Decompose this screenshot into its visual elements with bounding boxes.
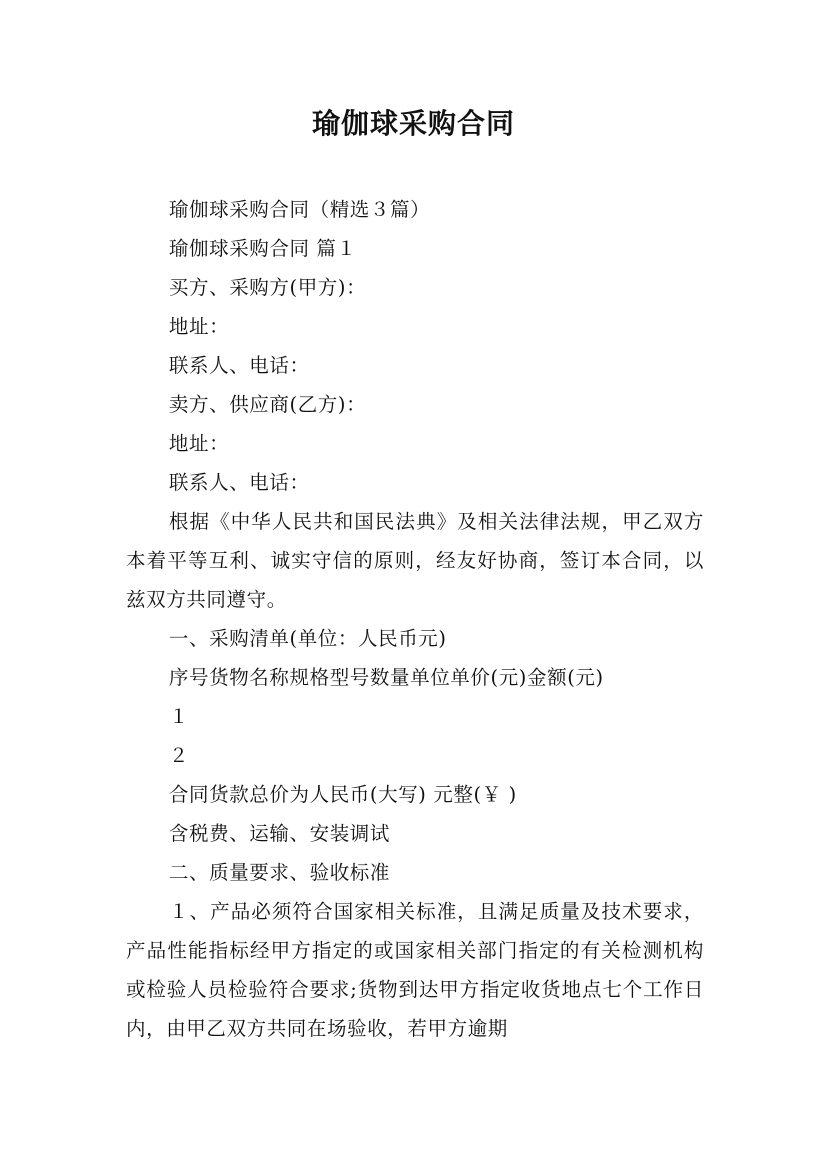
paragraph-row-2: ２ [168, 744, 189, 767]
paragraph-row-1: １ [168, 705, 189, 728]
paragraph-preamble: 根据《中华人民共和国民法典》及相关法律法规，甲乙双方本着平等互利、诚实守信的原则，经友好协商，签订本合同，以兹双方共同遵守。 [126, 510, 704, 611]
paragraph-subtitle: 瑜伽球采购合同（精选３篇） [168, 198, 431, 221]
paragraph-total-price: 合同货款总价为人民币(大写) 元整(￥ ) [168, 783, 517, 806]
paragraph-quality-heading: 二、质量要求、验收标准 [168, 861, 390, 884]
document-title: 瑜伽球采购合同 [311, 107, 515, 140]
paragraph-purchase-list-heading: 一、采购清单(单位：人民币元) [168, 627, 447, 650]
paragraph-table-header: 序号货物名称规格型号数量单位单价(元)金额(元) [168, 666, 604, 689]
paragraph-buyer-contact: 联系人、电话： [168, 354, 310, 377]
paragraph-seller: 卖方、供应商(乙方)： [168, 393, 367, 416]
document-body [126, 190, 704, 1048]
paragraph-buyer-address: 地址： [168, 315, 230, 338]
paragraph-price-includes: 含税费、运输、安装调试 [168, 822, 390, 845]
paragraph-section-heading: 瑜伽球采购合同 篇１ [168, 237, 357, 260]
paragraph-buyer: 买方、采购方(甲方)： [168, 276, 367, 299]
paragraph-seller-contact: 联系人、电话： [168, 471, 310, 494]
paragraph-seller-address: 地址： [168, 432, 230, 455]
paragraph-quality-clause-1: １、产品必须符合国家相关标准，且满足质量及技术要求，产品性能指标经甲方指定的或国家相关部门指定的有关检测机构或检验人员检验符合要求;货物到达甲方指定收货地点七个工作日内，由甲乙双方共同在场验收，若甲方逾期 [126, 900, 704, 1040]
